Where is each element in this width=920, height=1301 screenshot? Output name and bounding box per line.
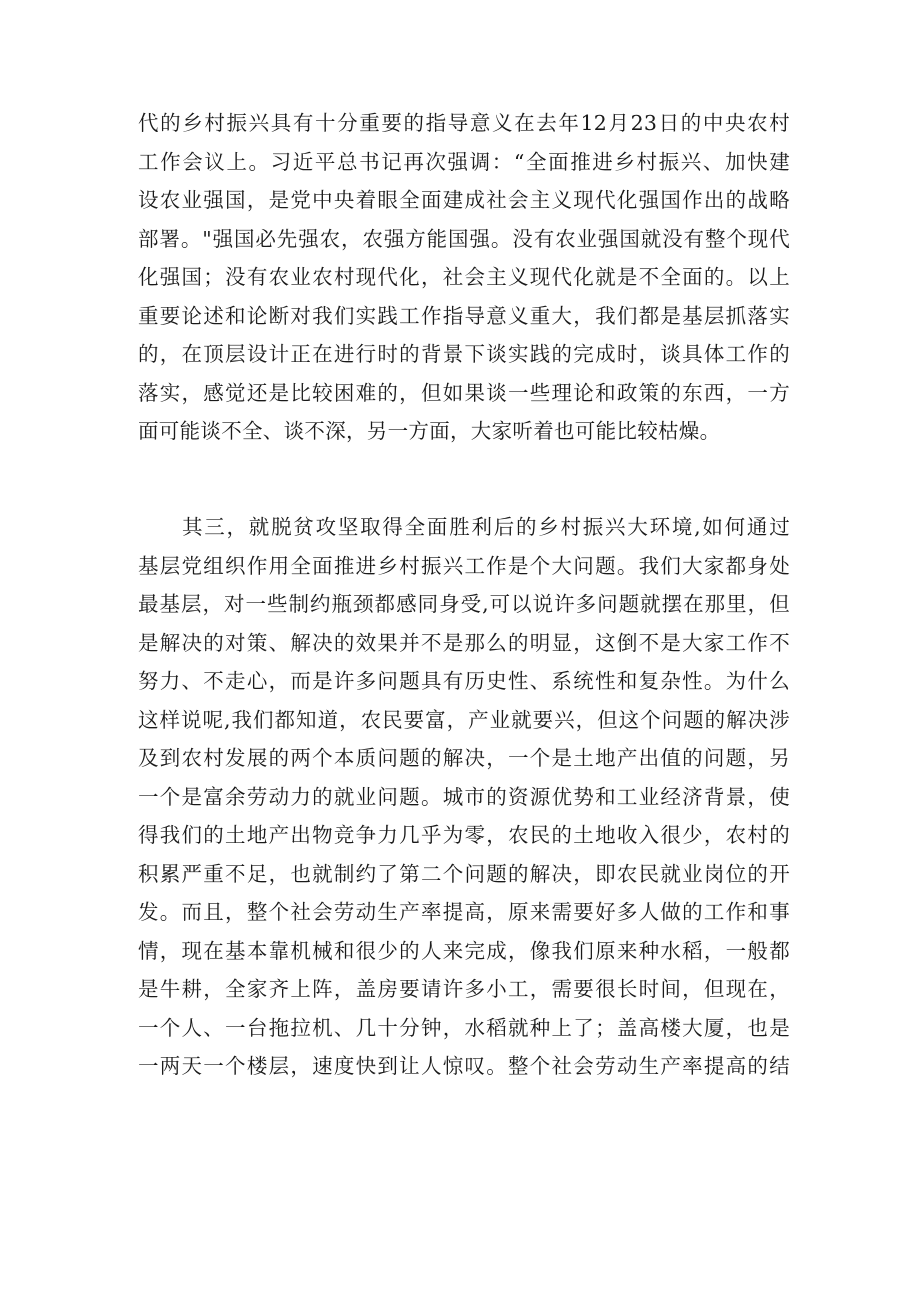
paragraph-2-line-10: 积累严重不足，也就制约了第二个问题的解决，即农民就业岗位的开 xyxy=(138,861,790,886)
paragraph-2-line-2: 基层党组织作用全面推进乡村振兴工作是个大问题。我们大家都身处 xyxy=(138,553,790,578)
paragraph-2-line-3: 最基层，对一些制约瓶颈都感同身受,可以说许多问题就摆在那里，但 xyxy=(138,592,790,616)
paragraph-1-line-8: 落实，感觉还是比较困难的，但如果谈一些理论和政策的东西，一方 xyxy=(138,380,790,405)
paragraph-2-line-14: 一个人、一台拖拉机、几十分钟，水稻就种上了；盖高楼大厦，也是 xyxy=(138,1015,790,1040)
paragraph-1-line-1: 代的乡村振兴具有十分重要的指导意义在去年12月23日的中央农村 xyxy=(138,111,790,135)
paragraph-1-line-7: 的，在顶层设计正在进行时的背景下谈实践的完成时，谈具体工作的 xyxy=(138,342,790,366)
paragraph-1-line-3: 设农业强国，是党中央着眼全面建成社会主义现代化强国作出的战略 xyxy=(138,188,790,212)
paragraph-2-line-15: 一两天一个楼层，速度快到让人惊叹。整个社会劳动生产率提高的结 xyxy=(138,1054,790,1078)
paragraph-2-line-7: 及到农村发展的两个本质问题的解决，一个是土地产出值的问题，另 xyxy=(138,746,790,770)
paragraph-1-line-5: 化强国；没有农业农村现代化，社会主义现代化就是不全面的。以上 xyxy=(138,265,790,289)
paragraph-1-line-4: 部署。"强国必先强农，农强方能国强。没有农业强国就没有整个现代 xyxy=(138,226,790,251)
paragraph-1-line-6: 重要论述和论断对我们实践工作指导意义重大，我们都是基层抓落实 xyxy=(138,303,790,328)
paragraph-2-line-11: 发。而且，整个社会劳动生产率提高，原来需要好多人做的工作和事 xyxy=(138,900,790,924)
paragraph-1-line-2: 工作会议上。习近平总书记再次强调：“全面推进乡村振兴、加快建 xyxy=(138,149,790,174)
paragraph-2-line-4: 是解决的对策、解决的效果并不是那么的明显，这倒不是大家工作不 xyxy=(138,630,790,655)
paragraph-2-line-9: 得我们的土地产出物竞争力几乎为零，农民的土地收入很少，农村的 xyxy=(138,823,790,847)
paragraph-2-line-6: 这样说呢,我们都知道，农民要富，产业就要兴，但这个问题的解决涉 xyxy=(138,707,790,732)
paragraph-1 xyxy=(138,104,790,451)
paragraph-2 xyxy=(138,508,790,1086)
paragraph-2-line-8: 一个是富余劳动力的就业问题。城市的资源优势和工业经济背景，使 xyxy=(138,784,790,809)
paragraph-2-line-13: 是牛耕，全家齐上阵，盖房要请许多小工，需要很长时间，但现在， xyxy=(138,977,790,1001)
paragraph-2-line-1: 其三，就脱贫攻坚取得全面胜利后的乡村振兴大环境,如何通过 xyxy=(182,515,790,539)
paragraph-2-line-12: 情，现在基本靠机械和很少的人来完成，像我们原来种水稻，一般都 xyxy=(138,938,790,963)
paragraph-2-line-5: 努力、不走心，而是许多问题具有历史性、系统性和复杂性。为什么 xyxy=(138,669,790,693)
paragraph-1-line-9: 面可能谈不全、谈不深，另一方面，大家听着也可能比较枯燥。 xyxy=(138,419,721,443)
